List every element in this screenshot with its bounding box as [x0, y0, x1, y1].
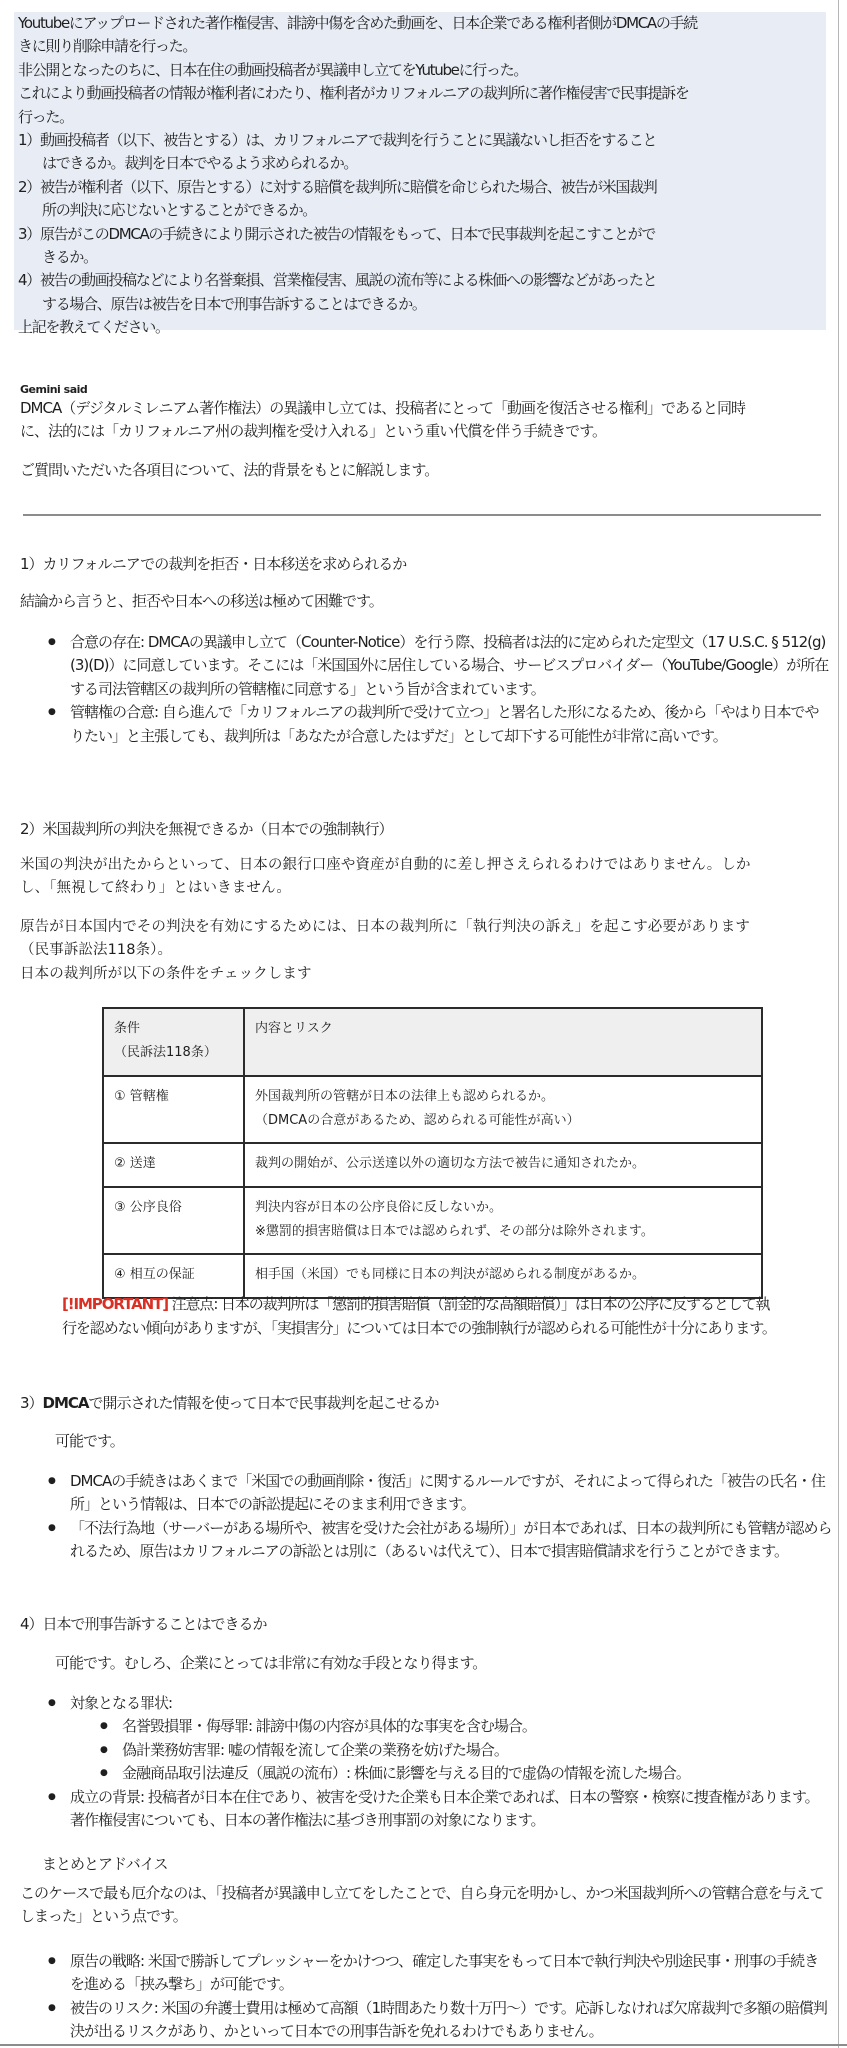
heading-bold: DMCA [42, 1394, 89, 1412]
table-header-row [103, 1008, 762, 1076]
list-item: ● 合意の存在: DMCAの異議申し立て（Counter-Notice）を行う際、投稿者は法的に定められた定型文（17 U.S.C. § 512(g)(3)(D)）に同意しています。そこには「米国国外に居住している場合、サービスプロバイダー（YouTube/Google）が所在する司法管轄区の裁判所の管轄権に同意する」という旨が含まれています。 [42, 631, 832, 701]
cell-line: 判決内容が日本の公序良俗に反しないか。 [255, 1200, 503, 1215]
horizontal-divider [23, 514, 821, 516]
condition-cell: ① 管轄権 [103, 1076, 244, 1143]
heading-prefix: 3） [20, 1394, 43, 1412]
crimes-sublist [70, 1715, 832, 1785]
question-line: きるか。 [42, 248, 97, 267]
list-item: ● 管轄権の合意: 自ら進んで「カリフォルニアの裁判所で受けて立つ」と署名した形になるため、後から「やはり日本でやりたい」と主張しても、裁判所は「あなたが合意したはずだ」として却下する可能性が非常に高いです。 [42, 701, 832, 748]
list-item: ● 「不法行為地（サーバーがある場所や、被害を受けた会社がある場所）」が日本であれば、日本の裁判所にも管轄が認められるため、原告はカリフォルニアの訴訟とは別に（あるいは代えて）、日本で損害賠償請求を行うことができます。 [42, 1517, 832, 1564]
para-line: 原告が日本国内でその判決を有効にするためには、日本の裁判所に「執行判決の訴え」を起こす必要があります [20, 919, 750, 935]
table-row [103, 1076, 762, 1143]
section-3-bullets [42, 1470, 832, 1564]
intro-line: DMCA（デジタルミレニアム著作権法）の異議申し立ては、投稿者にとって「動画を復活させる権利」であると同時 [20, 399, 745, 417]
question-line: する場合、原告は被告を日本で刑事告訴することはできるか。 [42, 294, 426, 313]
section-1-bullets [42, 631, 832, 748]
summary-heading: まとめとアドバイス [42, 1855, 168, 1873]
cell-line: （DMCAの合意があるため、認められる可能性が高い） [255, 1113, 580, 1128]
list-item [42, 1692, 832, 1786]
question-line: Youtubeにアップロードされた著作権侵害、誹謗中傷を含めた動画を、日本企業である権利者側がDMCAの手続 [18, 14, 697, 32]
section-4-bullets [42, 1692, 832, 1832]
question-line: 所の判決に応じないとすることができるか。 [42, 201, 317, 220]
list-item: ● 被告のリスク: 米国の弁護士費用は極めて高額（1時間あたり数十万円～）です。応訴しなければ欠席裁判で多額の賠償判決が出るリスクがあり、かといって日本での刑事告訴を免れるわけでもありません。 [42, 1997, 832, 2044]
summary-para: このケースで最も厄介なのは、「投稿者が異議申し立てをしたことで、自ら身元を明かし、かつ米国裁判所への管轄合意を与えてしまった」という点です。 [20, 1884, 824, 1926]
condition-cell: ② 送達 [103, 1143, 244, 1187]
section-1-conclusion: 結論から言うと、拒否や日本への移送は極めて困難です。 [20, 592, 383, 610]
table-header-condition [103, 1008, 244, 1076]
crimes-label: 対象となる罪状: [70, 1694, 173, 1712]
section-2-para-1 [20, 854, 830, 901]
heading-rest: で開示された情報を使って日本で民事裁判を起こせるか [88, 1394, 439, 1412]
question-line: 上記を教えてください。 [18, 318, 169, 337]
question-line: 2）被告が権利者（以下、原告とする）に対する賠償を裁判所に賠償を命じられた場合、被告が米国裁判 [18, 177, 657, 196]
speaker-label: Gemini said [20, 383, 88, 396]
cell-line: 相手国（米国）でも同様に日本の判決が認められる制度があるか。 [255, 1267, 646, 1282]
section-2-heading: 2）米国裁判所の判決を無視できるか（日本での強制執行） [20, 820, 393, 838]
table-header-content: 内容とリスク [244, 1008, 762, 1076]
sub-list-item: ● 金融商品取引法違反（風説の流布）: 株価に影響を与える目的で虚偽の情報を流した場合。 [94, 1762, 832, 1785]
section-1-heading: 1）カリフォルニアでの裁判を拒否・日本移送を求められるか [20, 555, 407, 573]
header-text: 条件 [114, 1021, 141, 1036]
question-line: はできるか。裁判を日本でやるよう求められるか。 [42, 154, 358, 173]
section-4-answer: 可能です。むしろ、企業にとっては非常に有効な手段となり得ます。 [55, 1654, 487, 1672]
para-line: 米国の判決が出たからといって、日本の銀行口座や資産が自動的に差し押さえられるわけではありません。しか [20, 857, 751, 873]
important-tag: [!IMPORTANT] [62, 1295, 168, 1313]
bottom-divider [0, 2044, 847, 2046]
question-line: 非公開となったのちに、日本在住の動画投稿者が異議申し立てをYutubeに行った。 [18, 60, 528, 79]
conditions-table [102, 1007, 763, 1299]
cell-line: 裁判の開始が、公示送達以外の適切な方法で被告に通知されたか。 [255, 1156, 646, 1171]
question-line: 4）被告の動画投稿などにより名誉棄損、営業権侵害、風説の流布等による株価への影響などがあったと [18, 271, 657, 290]
list-item: ● DMCAの手続きはあくまで「米国での動画削除・復活」に関するルールですが、それによって得られた「被告の氏名・住所」という情報は、日本での訴訟提起にそのまま利用できます。 [42, 1470, 832, 1517]
question-line: これにより動画投稿者の情報が権利者にわたり、権利者がカリフォルニアの裁判所に著作権侵害で民事提訴を [18, 84, 689, 103]
sub-list-item: ● 名誉毀損罪・侮辱罪: 誹謗中傷の内容が具体的な事実を含む場合。 [94, 1715, 832, 1738]
cell-line: ※懲罰的損害賠償は日本では認められず、その部分は除外されます。 [255, 1224, 654, 1239]
table-row [103, 1187, 762, 1254]
content-cell [244, 1143, 762, 1187]
header-text: （民訴法118条） [114, 1045, 217, 1060]
para-line: （民事訴訟法118条）。 [20, 942, 173, 959]
user-message [14, 12, 826, 337]
condition-cell: ③ 公序良俗 [103, 1187, 244, 1254]
condition-cell: ④ 相互の保証 [103, 1254, 244, 1298]
question-line: 行った。 [18, 107, 73, 126]
section-3-answer: 可能です。 [55, 1432, 124, 1450]
content-cell [244, 1187, 762, 1254]
list-item: ● 原告の戦略: 米国で勝訴してプレッシャーをかけつつ、確定した事実をもって日本で執行判決や別途民事・刑事の手続きを進める「挟み撃ち」が可能です。 [42, 1950, 832, 1997]
para-line: し、「無視して終わり」とはいきません。 [20, 880, 292, 897]
question-line: 3）原告がこのDMCAの手続きにより開示された被告の情報をもって、日本で民事裁判を起こすことがで [18, 224, 656, 243]
response-intro-2: ご質問いただいた各項目について、法的背景をもとに解説します。 [20, 461, 439, 479]
sub-list-item: ● 偽計業務妨害罪: 嘘の情報を流して企業の業務を妨げた場合。 [94, 1739, 832, 1762]
para-line: 日本の裁判所が以下の条件をチェックします [20, 965, 312, 982]
content-cell [244, 1076, 762, 1143]
section-3-heading [20, 1392, 439, 1413]
question-line: 1）動画投稿者（以下、被告とする）は、カリフォルニアで裁判を行うことに異議ないし拒否をすること [18, 131, 657, 150]
intro-line: に、法的には「カリフォルニア州の裁判権を受け入れる」という重い代償を伴う手続きです。 [20, 422, 607, 441]
table-row [103, 1143, 762, 1187]
important-note [62, 1292, 782, 1340]
section-2-para-2 [20, 916, 830, 986]
cell-line: 外国裁判所の管轄が日本の法律上も認められるか。 [255, 1089, 555, 1104]
response-intro [20, 397, 830, 444]
summary-bullets [42, 1950, 832, 2044]
list-item: ● 成立の背景: 投稿者が日本在住であり、被害を受けた企業も日本企業であれば、日本の警察・検察に捜査権があります。著作権侵害についても、日本の著作権法に基づき刑事罰の対象になります。 [42, 1786, 832, 1833]
important-text: 注意点: 日本の裁判所は「懲罰的損害賠償（罰金的な高額賠償）」は日本の公序に反するとして執行を認めない傾向がありますが、「実損害分」については日本での強制執行が認められる可能性が十分にあります。 [62, 1295, 776, 1337]
question-line: きに則り削除申請を行った。 [18, 37, 197, 56]
section-4-heading: 4）日本で刑事告訴することはできるか [20, 1615, 267, 1633]
